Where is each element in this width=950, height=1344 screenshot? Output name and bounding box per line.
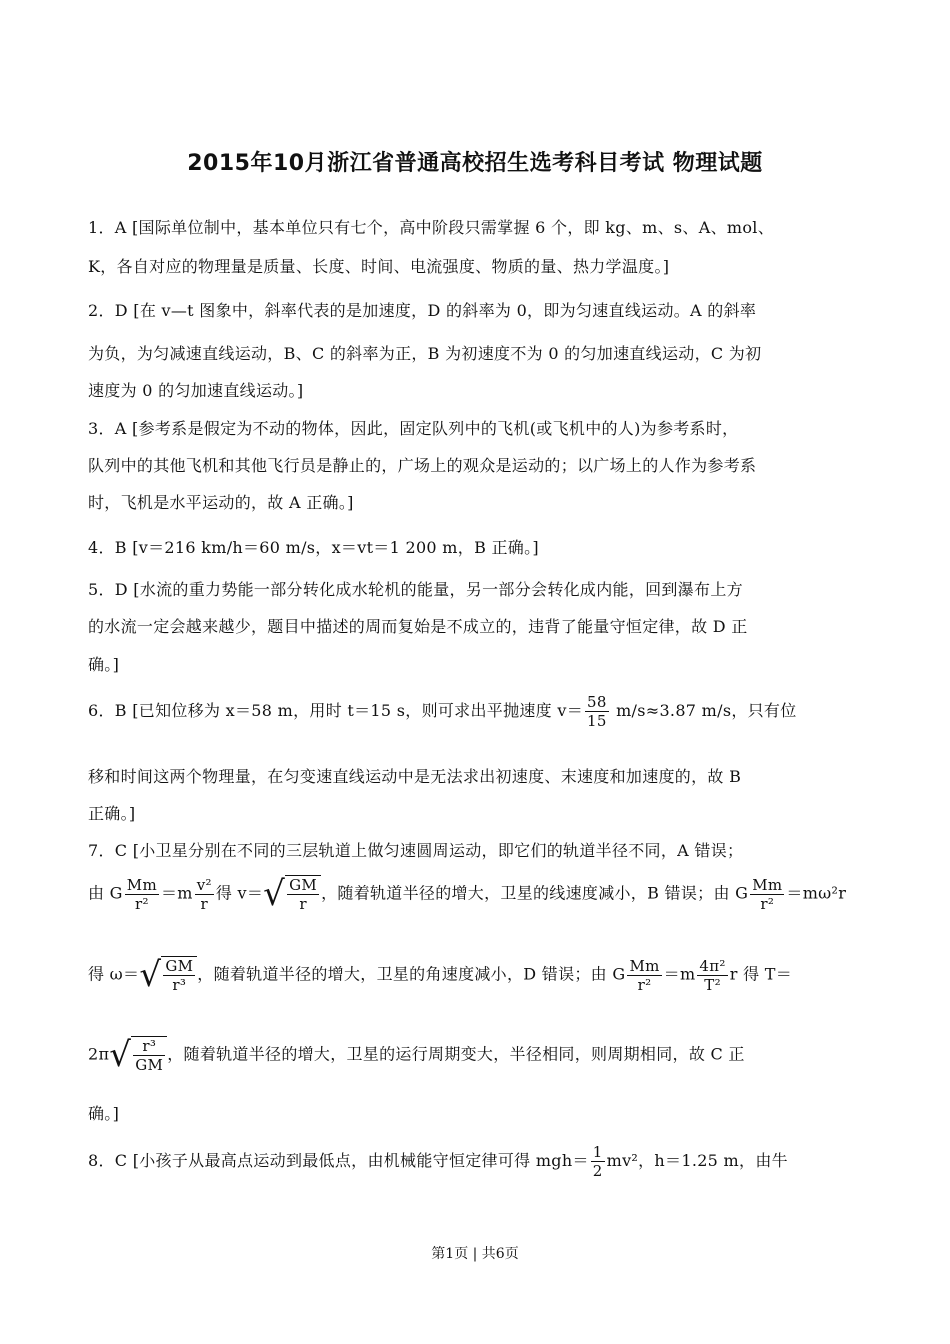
q6-fraction: [585, 693, 609, 730]
q7-l2-c: 得 v＝: [215, 883, 264, 903]
q7-l4-a: 2π: [88, 1044, 110, 1064]
q7-l3-d: r 得 T＝: [729, 964, 793, 984]
q7-l2-frac3: [750, 876, 784, 913]
q6-line2: 移和时间这两个物理量，在匀变速直线运动中是无法求出初速度、末速度和加速度的，故 B: [88, 767, 742, 786]
q6-line3: 正确。]: [88, 804, 136, 823]
frac-num: v²: [196, 875, 212, 894]
q7-l3-sqrt: [139, 956, 197, 994]
q5-line3: 确。]: [88, 655, 120, 674]
q7-l3-frac1: [627, 957, 661, 994]
q3-line2: 队列中的其他飞机和其他飞行员是静止的，广场上的观众是运动的；以广场上的人作为参考系: [88, 456, 757, 475]
frac-num: Mm: [752, 875, 783, 894]
q7-l2-frac2: [195, 876, 214, 913]
q5-line2: 的水流一定会越来越少，题目中描述的周而复始是不成立的，违背了能量守恒定律，故 D 正: [88, 617, 748, 636]
frac-den: r²: [760, 894, 775, 913]
q7-l3-a: 得 ω＝: [88, 964, 140, 984]
frac-num: 1: [592, 1143, 603, 1161]
q6-num: 58: [587, 693, 607, 711]
q7-line3: [88, 956, 792, 994]
q4-line1: 4．B [v＝216 km/h＝60 m/s，x＝vt＝1 200 m，B 正确。]: [88, 538, 539, 557]
q7-l4-sqrt: [109, 1036, 167, 1074]
q7-l3-b: ，随着轨道半径的增大，卫星的角速度减小，D 错误；由 G: [197, 964, 626, 984]
q2-line3: 速度为 0 的匀加速直线运动。]: [88, 381, 304, 400]
page-title: 2015年10月浙江省普通高校招生选考科目考试 物理试题: [187, 151, 763, 176]
frac-num: r³: [133, 1037, 165, 1056]
q7-line2: [88, 875, 846, 913]
q3-line3: 时，飞机是水平运动的，故 A 正确。]: [88, 493, 354, 512]
q7-l2-frac1: [125, 876, 159, 913]
frac-num: Mm: [126, 875, 157, 894]
q1-line1: 1．A [国际单位制中，基本单位只有七个，高中阶段只需掌握 6 个，即 kg、m、s、A、mol、: [88, 218, 774, 237]
frac-den: T²: [704, 975, 721, 994]
q7-l3-c: ＝m: [663, 964, 696, 984]
q7-l2-a: 由 G: [88, 883, 123, 903]
frac-den: r²: [637, 975, 652, 994]
sqrt-icon: √: [263, 874, 286, 914]
q8-fraction: [591, 1143, 605, 1180]
sqrt-icon: √: [139, 955, 162, 995]
q7-l2-sqrt: [263, 875, 321, 913]
q8-pre: 8．C [小孩子从最高点运动到最低点，由机械能守恒定律可得 mgh＝: [88, 1151, 589, 1170]
sqrt-icon: √: [109, 1035, 132, 1075]
q7-line5: 确。]: [88, 1104, 120, 1123]
frac-num: Mm: [629, 956, 660, 975]
q6-den: 15: [587, 712, 607, 730]
q8-line1: [88, 1143, 788, 1180]
q7-l2-b: ＝m: [160, 883, 193, 903]
q7-l2-d: ，随着轨道半径的增大，卫星的线速度减小，B 错误；由 G: [321, 883, 749, 903]
q7-l2-e: ＝mω²r: [786, 883, 847, 903]
q6-post: m/s≈3.87 m/s，只有位: [610, 701, 797, 720]
q1-line2: K，各自对应的物理量是质量、长度、时间、电流强度、物质的量、热力学温度。]: [88, 257, 670, 276]
frac-num: 4π²: [699, 956, 726, 975]
frac-den: GM: [135, 1056, 164, 1074]
q2-line1: 2．D [在 v—t 图象中，斜率代表的是加速度，D 的斜率为 0，即为匀速直线运动。A 的斜率: [88, 301, 757, 320]
q3-line1: 3．A [参考系是假定为不动的物体，因此，固定队列中的飞机(或飞机中的人)为参考系时，: [88, 419, 739, 438]
q7-l4-b: ，随着轨道半径的增大，卫星的运行周期变大，半径相同，则周期相同，故 C 正: [167, 1044, 745, 1064]
frac-num: GM: [289, 876, 318, 894]
q8-post: mv²，h＝1.25 m，由牛: [606, 1151, 788, 1170]
page-footer: 第1页 | 共6页: [431, 1246, 519, 1262]
frac-num: GM: [165, 957, 194, 975]
q7-l3-frac2: [697, 957, 727, 994]
q6-pre: 6．B [已知位移为 x＝58 m，用时 t＝15 s，则可求出平抛速度 v＝: [88, 701, 583, 720]
frac-den: r: [299, 895, 307, 913]
q7-line4: [88, 1036, 745, 1074]
frac-den: r: [200, 894, 209, 913]
frac-den: r³: [172, 976, 187, 994]
q2-line2: 为负，为匀减速直线运动，B、C 的斜率为正，B 为初速度不为 0 的匀加速直线运动，C 为初: [88, 344, 762, 363]
q7-line1: 7．C [小卫星分别在不同的三层轨道上做匀速圆周运动，即它们的轨道半径不同，A 错误；: [88, 841, 744, 860]
frac-den: r²: [134, 894, 149, 913]
q5-line1: 5．D [水流的重力势能一部分转化成水轮机的能量，另一部分会转化成内能，回到瀑布上方: [88, 580, 743, 599]
frac-den: 2: [592, 1162, 603, 1180]
q6-line1: [88, 693, 797, 730]
